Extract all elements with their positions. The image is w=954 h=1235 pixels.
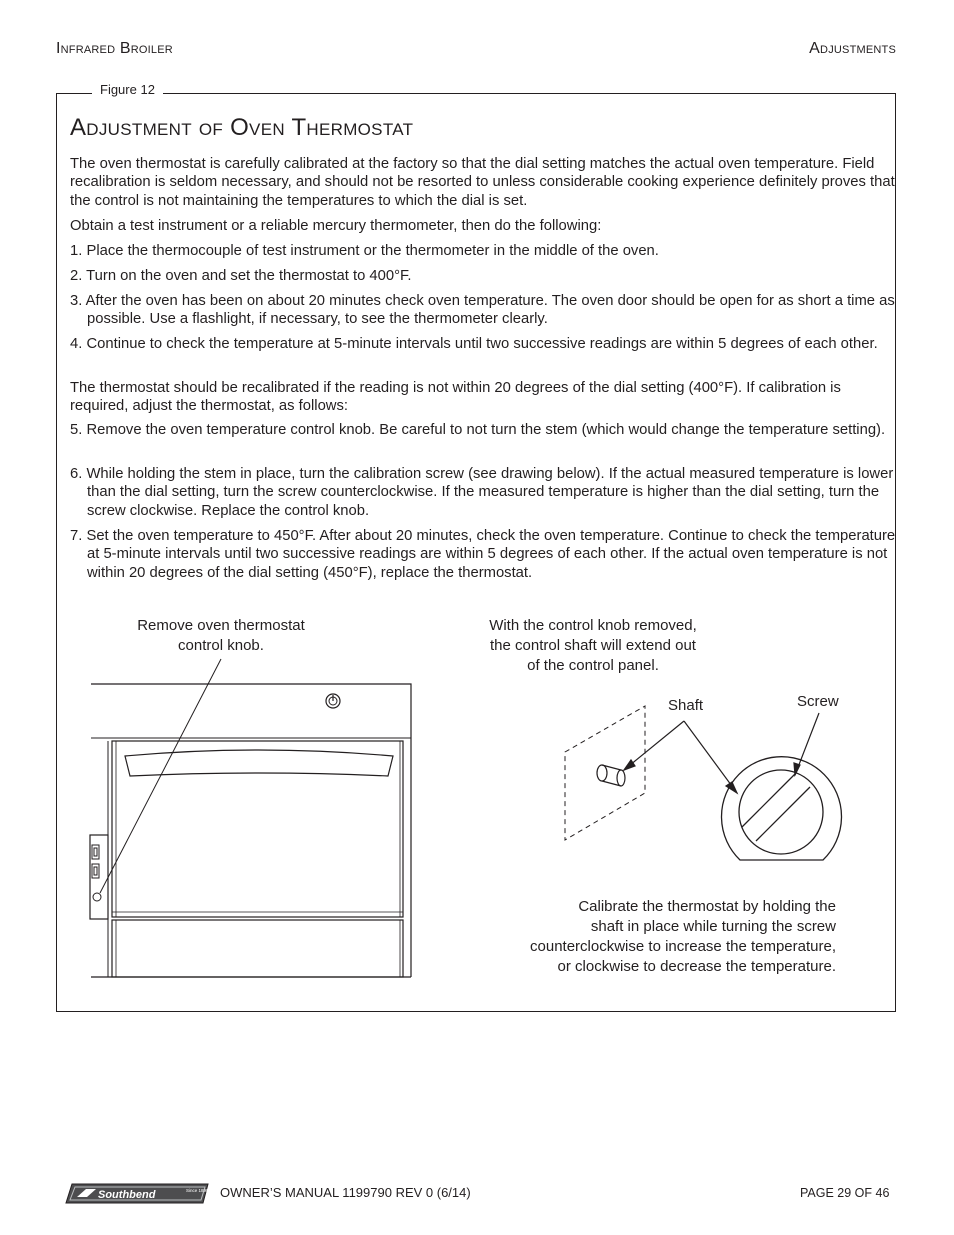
brand-since: Since 1898 bbox=[186, 1188, 209, 1193]
control-panel-outline bbox=[565, 706, 645, 840]
control-knob-icon bbox=[326, 694, 340, 708]
caption-calibrate: Calibrate the thermostat by holding the shaft in place while turning the screw counterclockwise to increase the temperature, or clockwise to decrease the temperature. bbox=[530, 898, 836, 975]
oven-body bbox=[90, 684, 411, 977]
label-screw: Screw bbox=[797, 693, 839, 710]
shaft-icon bbox=[597, 765, 625, 786]
step-2: 2. Turn on the oven and set the thermostat to 400°F. bbox=[70, 268, 412, 284]
leader-screw bbox=[794, 713, 819, 775]
step-6: 6. While holding the stem in place, turn the calibration screw (see drawing below). If the actual measured temperature is lower than the dial setting, turn the screw counterclockwise. If the measured temperature is higher than the dial setting, turn the screw clockwise. Replace the control knob. bbox=[70, 466, 894, 519]
caption-shaft-extends: With the control knob removed, the control shaft will extend out of the control panel. bbox=[489, 617, 697, 674]
brand-text: Southbend bbox=[98, 1189, 156, 1201]
header-title: Infrared Broiler bbox=[56, 40, 173, 57]
header-section: Adjustments bbox=[809, 40, 896, 57]
obtain-paragraph: Obtain a test instrument or a reliable mercury thermometer, then do the following: bbox=[70, 218, 602, 234]
screw-dial-icon bbox=[722, 757, 842, 860]
figure-label: Figure 12 bbox=[92, 82, 163, 97]
intro-paragraph: The oven thermostat is carefully calibrated at the factory so that the dial setting matches the actual oven temperature. Field recalibration is seldom necessary, and should not be resorted to unless considerable cooking experience definitely proves that the control is not maintaining the temperatures to which the dial is set. bbox=[70, 156, 895, 209]
caption-remove-knob: Remove oven thermostat control knob. bbox=[137, 617, 305, 654]
leader-shaft bbox=[624, 721, 737, 793]
step-5: 5. Remove the oven temperature control knob. Be careful to not turn the stem (which would change the temperature setting). bbox=[70, 422, 886, 438]
footer-page-number: PAGE 29 OF 46 bbox=[800, 1186, 890, 1200]
label-shaft: Shaft bbox=[668, 697, 704, 714]
leader-knob bbox=[100, 659, 221, 893]
step-1: 1. Place the thermocouple of test instrument or the thermometer in the middle of the oven. bbox=[70, 243, 659, 259]
step-4: 4. Continue to check the temperature at 5-minute intervals until two successive readings are within 5 degrees of each other. bbox=[70, 336, 878, 352]
step-3: 3. After the oven has been on about 20 minutes check oven temperature. The oven door should be open for as short a time as possible. Use a flashlight, if necessary, to see the thermometer clearly. bbox=[70, 293, 895, 328]
footer-manual: OWNER’S MANUAL 1199790 REV 0 (6/14) bbox=[220, 1185, 471, 1200]
southbend-logo bbox=[66, 1184, 209, 1203]
step-7: 7. Set the oven temperature to 450°F. After about 20 minutes, check the oven temperature. Continue to check the temperature at 5-minute intervals until two successive readings are within 5 degrees of each other. If the actual oven temperature is not within 20 degrees of the dial setting (450°F), replace the thermostat. bbox=[70, 528, 896, 581]
recalibrate-paragraph: The thermostat should be recalibrated if the reading is not within 20 degrees of the dial setting (400°F). If calibration is required, adjust the thermostat, as follows: bbox=[70, 380, 841, 415]
section-title: Adjustment of Oven Thermostat bbox=[70, 114, 414, 141]
